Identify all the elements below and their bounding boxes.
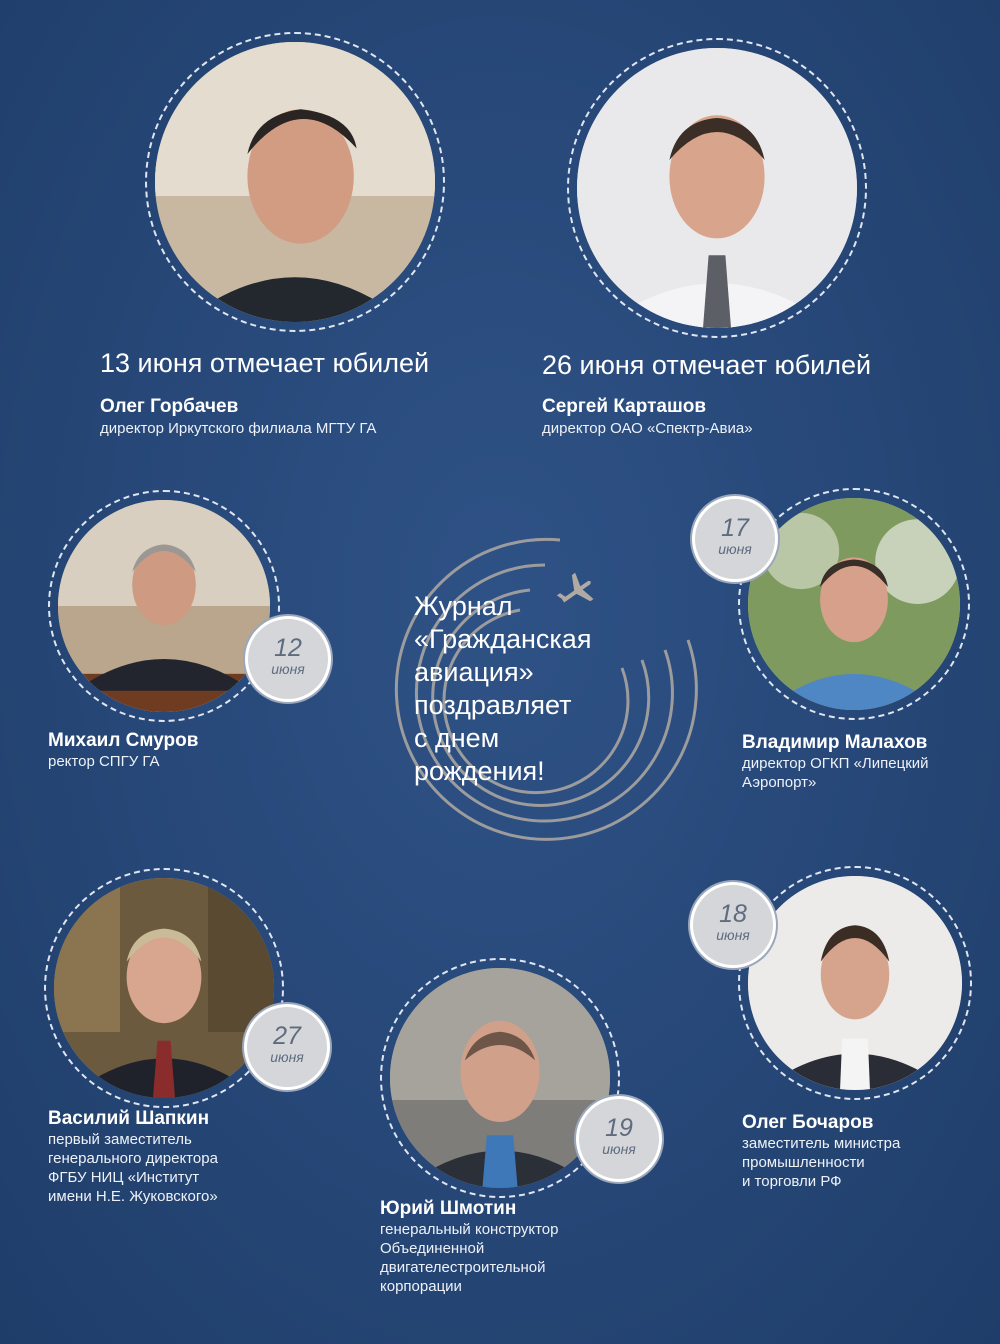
role-gorbachev: директор Иркутского филиала МГТУ ГА — [100, 420, 377, 437]
jubilee-kartashov: 26 июня отмечает юбилей — [542, 350, 872, 380]
role-malakhov-line1: директор ОГКП «Липецкий — [742, 755, 929, 772]
badge-day: 27 — [273, 1022, 301, 1050]
name-malakhov: Владимир Малахов — [742, 732, 928, 753]
greeting-text — [414, 590, 591, 788]
role-shapkin-line3: ФГБУ НИЦ «Институт — [48, 1169, 200, 1186]
name-bocharov: Олег Бочаров — [742, 1112, 874, 1133]
badge-month: июня — [271, 661, 305, 677]
date-badge-smurov — [245, 616, 331, 702]
role-shapkin-line2: генерального директора — [48, 1150, 218, 1167]
greeting-line: с днем — [414, 723, 500, 753]
date-badge-shmotin — [576, 1096, 662, 1182]
greeting-line: рождения! — [414, 756, 545, 786]
badge-day: 12 — [274, 634, 302, 662]
badge-month: июня — [270, 1049, 304, 1065]
role-bocharov-line2: промышленности — [742, 1154, 865, 1171]
photo-bocharov — [738, 866, 972, 1100]
person-portrait-icon — [155, 42, 435, 322]
person-portrait-icon — [58, 500, 270, 712]
greeting-line: Журнал — [414, 591, 513, 621]
badge-day: 17 — [721, 514, 749, 542]
jubilee-gorbachev: 13 июня отмечает юбилей — [100, 348, 430, 378]
role-shmotin-line4: корпорации — [380, 1278, 462, 1295]
name-shmotin: Юрий Шмотин — [380, 1198, 517, 1219]
date-badge-malakhov — [692, 496, 778, 582]
person-portrait-icon — [748, 876, 962, 1090]
role-bocharov-line1: заместитель министра — [742, 1135, 901, 1152]
date-badge-bocharov — [690, 882, 776, 968]
photo-kartashov — [567, 38, 867, 338]
person-portrait-icon — [748, 498, 960, 710]
greeting-line: поздравляет — [414, 690, 572, 720]
badge-month: июня — [602, 1141, 636, 1157]
photo-smurov — [48, 490, 280, 722]
badge-day: 19 — [605, 1114, 633, 1142]
greeting-line: авиация» — [414, 657, 534, 687]
role-shmotin-line2: Объединенной — [380, 1240, 485, 1257]
photo-shapkin — [44, 868, 284, 1108]
name-kartashov: Сергей Карташов — [542, 396, 707, 417]
name-smurov: Михаил Смуров — [48, 730, 199, 751]
badge-month: июня — [718, 541, 752, 557]
greeting-line: «Гражданская — [414, 624, 592, 654]
role-shapkin-line4: имени Н.Е. Жуковского» — [48, 1188, 218, 1205]
role-malakhov-line2: Аэропорт» — [742, 774, 817, 791]
name-gorbachev: Олег Горбачев — [100, 396, 239, 417]
name-shapkin: Василий Шапкин — [48, 1108, 210, 1129]
person-portrait-icon — [54, 878, 274, 1098]
badge-month: июня — [716, 927, 750, 943]
person-portrait-icon — [390, 968, 610, 1188]
role-bocharov-line3: и торговли РФ — [742, 1173, 842, 1190]
role-shmotin-line3: двигателестроительной — [380, 1259, 546, 1276]
role-smurov: ректор СПГУ ГА — [48, 753, 160, 770]
person-portrait-icon — [577, 48, 857, 328]
role-shmotin-line1: генеральный конструктор — [380, 1221, 559, 1238]
role-kartashov: директор ОАО «Спектр-Авиа» — [542, 420, 753, 437]
date-badge-shapkin — [244, 1004, 330, 1090]
photo-gorbachev — [145, 32, 445, 332]
role-shapkin-line1: первый заместитель — [48, 1131, 192, 1148]
badge-day: 18 — [719, 900, 747, 928]
